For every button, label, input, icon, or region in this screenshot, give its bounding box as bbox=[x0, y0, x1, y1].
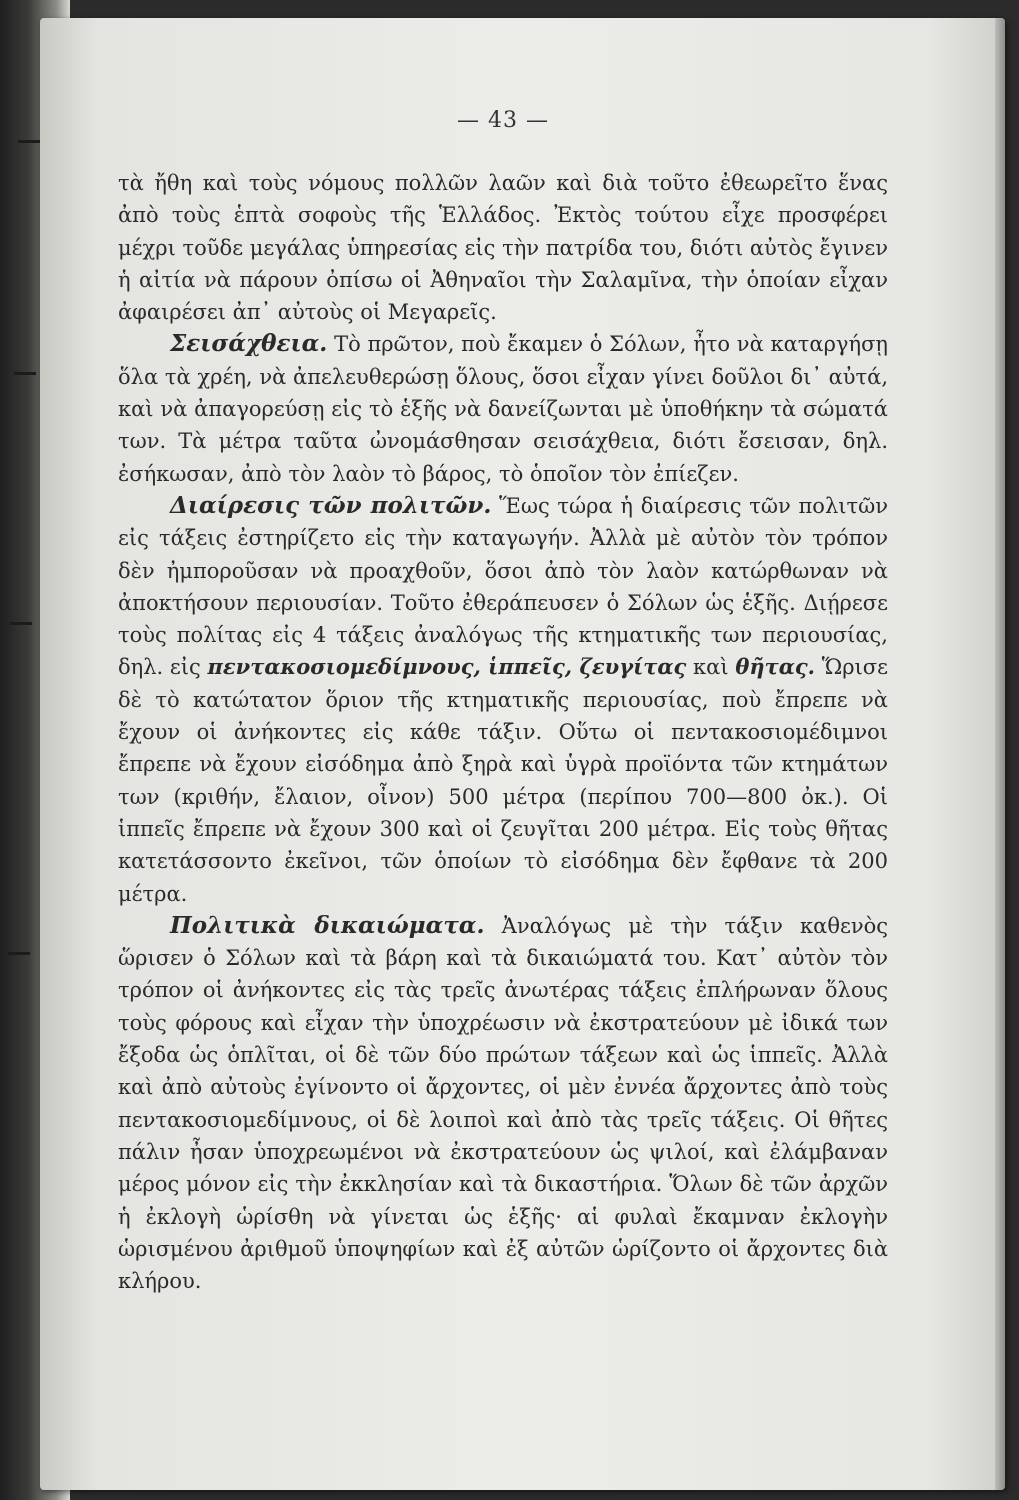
margin-mark bbox=[10, 622, 32, 625]
paragraph bbox=[118, 328, 888, 489]
margin-mark bbox=[8, 952, 30, 955]
paragraph-text: Ἕως τώρα ἡ διαίρεσις τῶν πολιτῶν εἰς τάξεις ἐστηρίζετο εἰς τὴν καταγωγήν. Ἀλλὰ μὲ αὐτὸν τὸν τρόπον δὲν ἠμποροῦσαν νὰ προαχθοῦν, ὅσοι ἀπὸ τὸν λαὸν κατώρθωναν νὰ ἀποκτήσουν περιουσίαν. Τοῦτο ἐθεράπευσεν ὁ Σόλων ὡς ἑξῆς. Διῄρεσε τοὺς πολίτας εἰς 4 τάξεις ἀναλόγως τῆς κτηματικῆς των περιουσίας, δηλ. εἰς bbox=[118, 493, 889, 680]
section-heading: Σεισάχθεια. bbox=[170, 330, 328, 358]
paragraph bbox=[118, 910, 888, 1298]
section-heading: Πολιτικὰ δικαιώματα. bbox=[170, 911, 485, 939]
paragraph-text: Τὸ πρῶτον, ποὺ ἔκαμεν ὁ Σόλων, ἦτο νὰ καταργήσῃ ὅλα τὰ χρέη, νὰ ἀπελευθερώσῃ ὅλους, ὅσοι εἶχαν γίνει δοῦλοι δι᾿ αὐτά, καὶ νὰ ἀπαγορεύσῃ εἰς τὸ ἑξῆς νὰ δανείζωνται μὲ ὑποθήκην τὰ σώματά των. Τὰ μέτρα ταῦτα ὠνομάσθησαν σεισάχθεια, διότι ἔσεισαν, δηλ. ἐσήκωσαν, ἀπὸ τὸν λαὸν τὸ βάρος, τὸ ὁποῖον τὸν ἐπίεζεν. bbox=[118, 332, 888, 486]
margin-mark bbox=[14, 372, 36, 375]
paragraph-text: Ὥρισε δὲ τὸ κατώτατον ὅριον τῆς κτηματικῆς περιουσίας, ποὺ ἔπρεπε νὰ ἔχουν οἱ ἀνήκοντες εἰς κάθε τάξιν. Οὕτω οἱ πεντακοσιομέδιμνοι ἔπρεπε νὰ ἔχουν εἰσόδημα ἀπὸ ξηρὰ καὶ ὑγρὰ προϊόντα τῶν κτημάτων των (κριθήν, ἔλαιον, οἶνον) 500 μέτρα (περίπου 700—800 ὀκ.). Οἱ ἱππεῖς ἔπρεπε νὰ ἔχουν 300 καὶ οἱ ζευγῖται 200 μέτρα. Εἰς τοὺς θῆτας κατετάσσοντο ἐκεῖνοι, τῶν ὁποίων τὸ εἰσόδημα δὲν ἔφθανε τὰ 200 μέτρα. bbox=[118, 655, 888, 906]
margin-mark bbox=[18, 140, 40, 143]
paragraph bbox=[118, 490, 888, 910]
paragraph-text: καὶ bbox=[686, 655, 736, 680]
paragraph-text: τὰ ἤθη καὶ τοὺς νόμους πολλῶν λαῶν καὶ διὰ τοῦτο ἐθεωρεῖτο ἕνας ἀπὸ τοὺς ἑπτὰ σοφοὺς τῆς Ἑλλάδος. Ἐκτὸς τούτου εἶχε προσφέρει μέχρι τοῦδε μεγάλας ὑπηρεσίας εἰς τὴν πατρίδα του, διότι αὐτὸς ἔγινεν ἡ αἰτία νὰ πάρουν ὀπίσω οἱ Ἀθηναῖοι τὴν Σαλαμῖνα, τὴν ὁποίαν εἶχαν ἀφαιρέσει ἀπ᾿ αὐτοὺς οἱ Μεγαρεῖς. bbox=[118, 171, 888, 325]
page-edge bbox=[995, 18, 1005, 1490]
section-heading: Διαίρεσις τῶν πολιτῶν. bbox=[170, 491, 492, 519]
paragraph bbox=[118, 167, 888, 328]
page-text bbox=[118, 108, 888, 1297]
page-number: — 43 — bbox=[457, 108, 549, 133]
emphasized-term: θῆτας. bbox=[735, 654, 815, 680]
emphasized-term: πεντακοσιομεδίμνους, ἱππεῖς, ζευγίτας bbox=[207, 654, 687, 680]
paragraph-text: Ἀναλόγως μὲ τὴν τάξιν καθενὸς ὥρισεν ὁ Σόλων καὶ τὰ βάρη καὶ τὰ δικαιώματά του. Κατ᾿ αὐτὸν τὸν τρόπον οἱ ἀνήκοντες εἰς τὰς τρεῖς ἀνωτέρας τάξεις ἐπλήρωναν ὅλους τοὺς φόρους καὶ εἶχαν τὴν ὑποχρέωσιν νὰ ἐκστρατεύουν μὲ ἰδικά των ἔξοδα ὡς ὁπλῖται, οἱ δὲ τῶν δύο πρώτων τάξεων καὶ ὡς ἱππεῖς. Ἀλλὰ καὶ ἀπὸ αὐτοὺς ἐγίνοντο οἱ ἄρχοντες, οἱ μὲν ἐννέα ἄρχοντες ἀπὸ τοὺς πεντακοσιομεδίμνους, οἱ δὲ λοιποὶ καὶ ἀπὸ τὰς τρεῖς τάξεις. Οἱ θῆτες πάλιν ἦσαν ὑποχρεωμένοι νὰ ἐκστρατεύουν ὡς ψιλοί, καὶ ἐλάμβαναν μέρος μόνον εἰς τὴν ἐκκλησίαν καὶ τὰ δικαστήρια. Ὅλων δὲ τῶν ἀρχῶν ἡ ἐκλογὴ ὡρίσθη νὰ γίνεται ὡς ἑξῆς· αἱ φυλαὶ ἔκαμναν ἐκλογὴν ὡρισμένου ἀριθμοῦ ὑποψηφίων καὶ ἐξ αὐτῶν ὡρίζοντο οἱ ἄρχοντες διὰ κλήρου. bbox=[118, 913, 889, 1294]
